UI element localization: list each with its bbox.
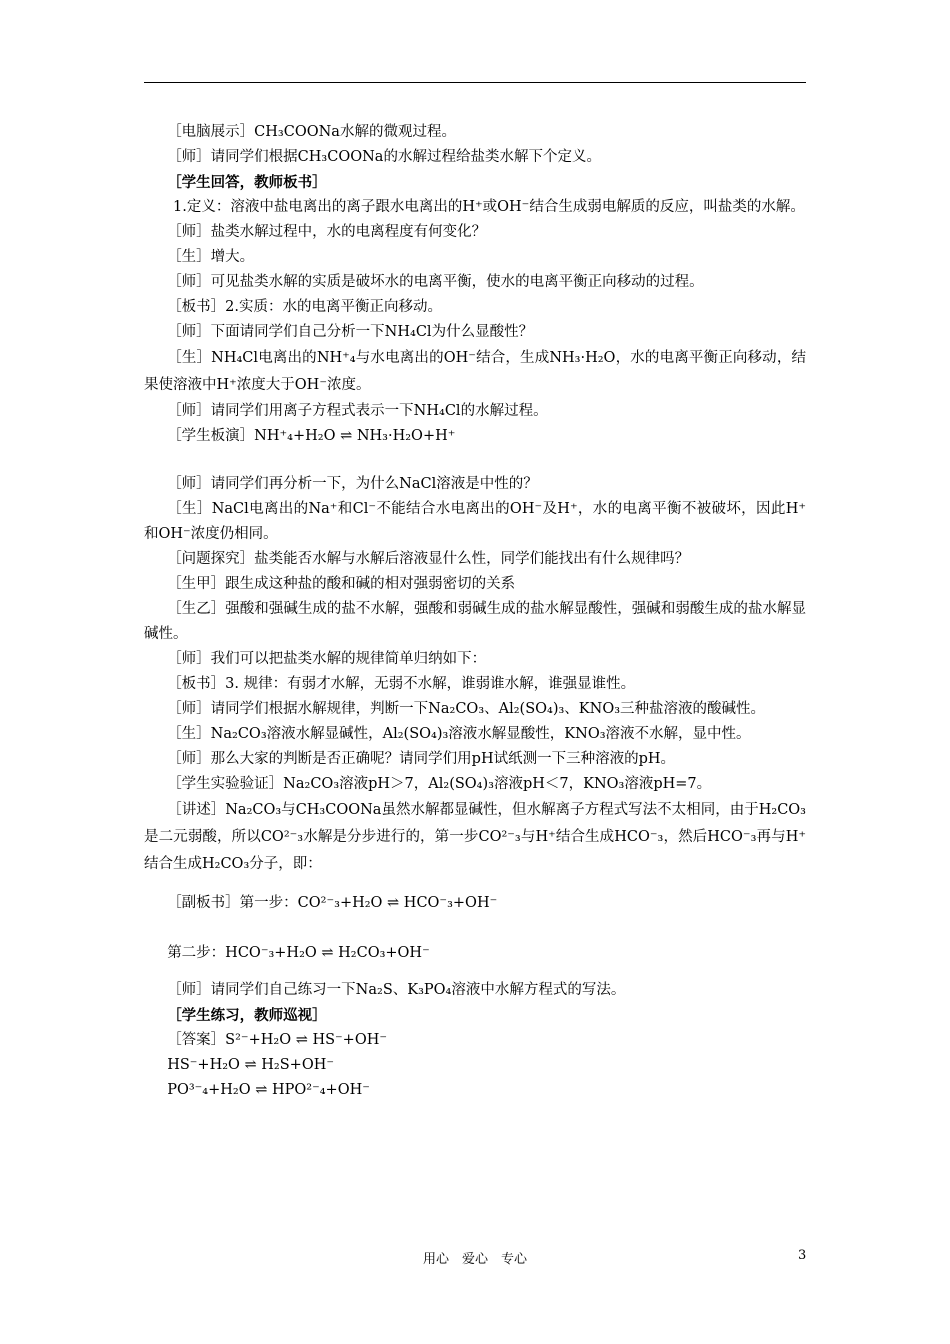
- page-number: 3: [798, 1248, 807, 1263]
- line-29: ［答案］S²⁻+H₂O ⇌ HS⁻+OH⁻: [167, 1032, 388, 1048]
- line-8: ［板书］2.实质：水的电离平衡正向移动。: [167, 299, 443, 315]
- line-17: ［生乙］强酸和强碱生成的盐不水解，强酸和弱碱生成的盐水解显酸性，强碱和弱酸生成的盐水解显碱性。: [144, 601, 806, 642]
- line-7: ［师］可见盐类水解的实质是破坏水的电离平衡，使水的电离平衡正向移动的过程。: [167, 274, 704, 290]
- line-14: ［生］NaCl电离出的Na⁺和Cl⁻不能结合水电离出的OH⁻及H⁺，水的电离平衡不被破坏，因此H⁺和OH⁻浓度仍相同。: [144, 501, 806, 542]
- line-10: ［生］NH₄Cl电离出的NH⁺₄与水电离出的OH⁻结合，生成NH₃·H₂O，水的电离平衡正向移动，结果使溶液中H⁺浓度大于OH⁻浓度。: [144, 350, 806, 393]
- line-18: ［师］我们可以把盐类水解的规律简单归纳如下：: [167, 651, 487, 667]
- line-3: ［学生回答，教师板书］: [167, 174, 327, 191]
- document-body: [144, 120, 806, 1103]
- line-6: ［生］增大。: [167, 249, 255, 265]
- line-20: ［师］请同学们根据水解规律，判断一下Na₂CO₃、Al₂(SO₄)₃、KNO₃三种盐溶液的酸碱性。: [167, 701, 766, 717]
- line-4: 1.定义：溶液中盐电离出的离子跟水电离出的H⁺或OH⁻结合生成弱电解质的反应，叫盐类的水解。: [173, 199, 805, 215]
- line-24: ［讲述］Na₂CO₃与CH₃COONa虽然水解都显碱性，但水解离子方程式写法不太相同，由于H₂CO₃是二元弱酸，所以CO²⁻₃水解是分步进行的，第一步CO²⁻₃与H⁺结合生成HCO⁻₃，然后HCO⁻₃再与H⁺结合生成H₂CO₃分子，即：: [144, 802, 806, 872]
- line-9: ［师］下面请同学们自己分析一下NH₄Cl为什么显酸性？: [167, 324, 534, 340]
- line-19: ［板书］3. 规律：有弱才水解，无弱不水解，谁弱谁水解，谁强显谁性。: [167, 676, 636, 692]
- line-21: ［生］Na₂CO₃溶液水解显碱性，Al₂(SO₄)₃溶液水解显酸性，KNO₃溶液不水解，显中性。: [167, 726, 751, 742]
- line-26: 第二步：HCO⁻₃+H₂O ⇌ H₂CO₃+OH⁻: [167, 945, 430, 961]
- header-rule: [144, 82, 806, 83]
- line-1: ［电脑展示］CH₃COONa水解的微观过程。: [167, 124, 456, 140]
- line-31: PO³⁻₄+H₂O ⇌ HPO²⁻₄+OH⁻: [167, 1082, 370, 1098]
- line-27: ［师］请同学们自己练习一下Na₂S、K₃PO₄溶液中水解方程式的写法。: [167, 982, 626, 998]
- line-23: ［学生实验验证］Na₂CO₃溶液pH＞7，Al₂(SO₄)₃溶液pH＜7，KNO₃溶液pH=7。: [167, 776, 712, 792]
- line-16: ［生甲］跟生成这种盐的酸和碱的相对强弱密切的关系: [167, 576, 516, 592]
- line-13: ［师］请同学们再分析一下，为什么NaCl溶液是中性的？: [167, 476, 538, 492]
- line-11: ［师］请同学们用离子方程式表示一下NH₄Cl的水解过程。: [167, 403, 548, 419]
- line-12: ［学生板演］NH⁺₄+H₂O ⇌ NH₃·H₂O+H⁺: [167, 428, 456, 444]
- line-25: ［副板书］第一步：CO²⁻₃+H₂O ⇌ HCO⁻₃+OH⁻: [167, 895, 498, 911]
- line-28: ［学生练习，教师巡视］: [167, 1007, 327, 1024]
- line-2: ［师］请同学们根据CH₃COONa的水解过程给盐类水解下个定义。: [167, 149, 601, 165]
- line-22: ［师］那么大家的判断是否正确呢？请同学们用pH试纸测一下三种溶液的pH。: [167, 751, 676, 767]
- line-15: ［问题探究］盐类能否水解与水解后溶液显什么性，同学们能找出有什么规律吗？: [167, 551, 690, 567]
- footer-motto: 用心 爱心 专心: [422, 1252, 527, 1267]
- line-5: ［师］盐类水解过程中，水的电离程度有何变化？: [167, 224, 487, 240]
- line-30: HS⁻+H₂O ⇌ H₂S+OH⁻: [167, 1057, 335, 1073]
